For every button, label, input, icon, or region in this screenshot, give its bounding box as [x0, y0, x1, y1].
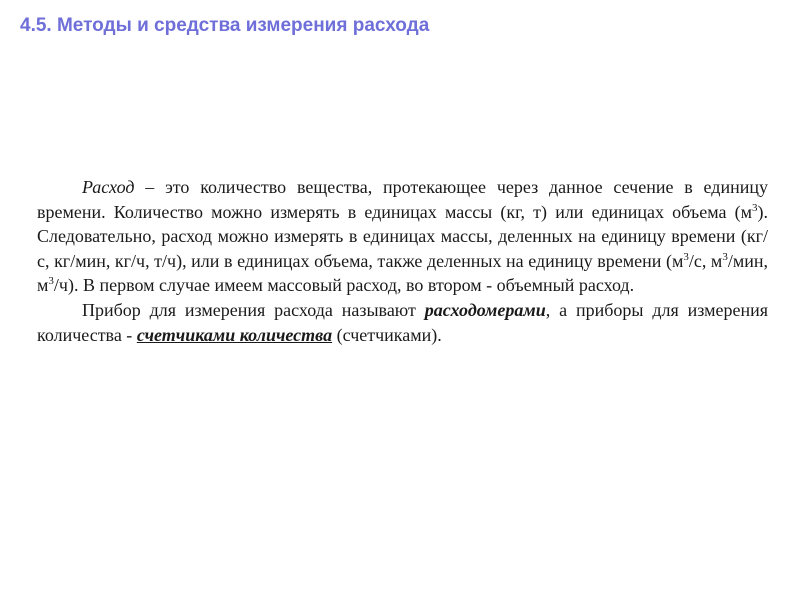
- term-flowmeters: расходомерами: [424, 299, 546, 320]
- term-flow: Расход: [82, 177, 135, 197]
- slide-title: 4.5. Методы и средства измерения расхода: [20, 15, 430, 36]
- superscript: 3: [48, 275, 54, 288]
- text-segment: – это количество вещества, протекающее через данное сечение в единицу времени. Количество можно измерять в единицах массы (кг, т) или единицах объема (м: [37, 177, 768, 222]
- term-quantity-counters: счетчиками количества: [136, 324, 333, 345]
- superscript: 3: [752, 201, 758, 214]
- paragraph-flow-definition: [37, 175, 768, 298]
- text-segment: /мин, м: [37, 250, 768, 296]
- text-segment: /с, м: [688, 250, 723, 271]
- text-segment: /ч). В первом случае имеем массовый расход, во втором - объемный расход.: [53, 275, 635, 296]
- text-segment: ). Следовательно, расход можно измерять в единицах массы, деленных на единицу времени (кг/с, кг/мин, кг/ч, т/ч), или в единицах объема, также деленных на единицу времени (м: [37, 201, 768, 271]
- paragraph-instruments: [37, 298, 768, 347]
- body-text: [37, 175, 768, 347]
- text-segment: Прибор для измерения расхода называют: [82, 299, 425, 320]
- superscript: 3: [722, 250, 728, 263]
- text-segment: , а приборы для измерения количества -: [37, 299, 768, 345]
- text-segment: (счетчиками).: [332, 324, 442, 345]
- superscript: 3: [683, 250, 689, 263]
